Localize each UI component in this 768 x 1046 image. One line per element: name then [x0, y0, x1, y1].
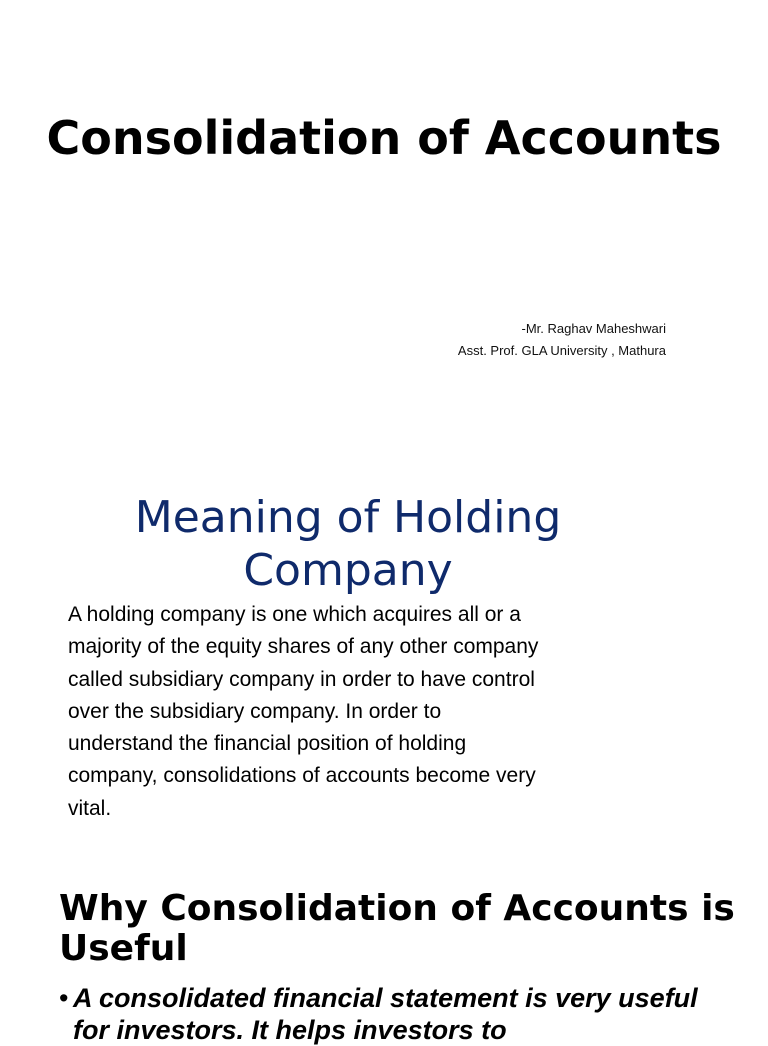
bullet-marker: •	[59, 983, 69, 1013]
usefulness-slide	[0, 860, 768, 1045]
holding-company-body: A holding company is one which acquires all or a majority of the equity shares of any other company called subsidiary company in order to have control over the subsidiary company. In order to understand the financial position of holding company, consolidations of accounts become very vital.	[68, 603, 539, 820]
bullet-item	[59, 982, 699, 1046]
holding-company-slide	[0, 440, 768, 860]
author-name: -Mr. Raghav Maheshwari	[521, 321, 666, 336]
usefulness-title: Why Consolidation of Accounts is Useful	[59, 888, 735, 969]
bullet-text: A consolidated financial statement is very useful for investors. It helps investors to	[73, 983, 698, 1045]
author-affiliation: Asst. Prof. GLA University , Mathura	[457, 343, 666, 358]
title-slide	[0, 0, 768, 440]
author-block	[458, 318, 666, 362]
presentation-title: Consolidation of Accounts	[46, 111, 722, 165]
holding-company-title: Meaning of Holding Company	[134, 492, 562, 596]
bullet-list	[59, 982, 699, 1046]
